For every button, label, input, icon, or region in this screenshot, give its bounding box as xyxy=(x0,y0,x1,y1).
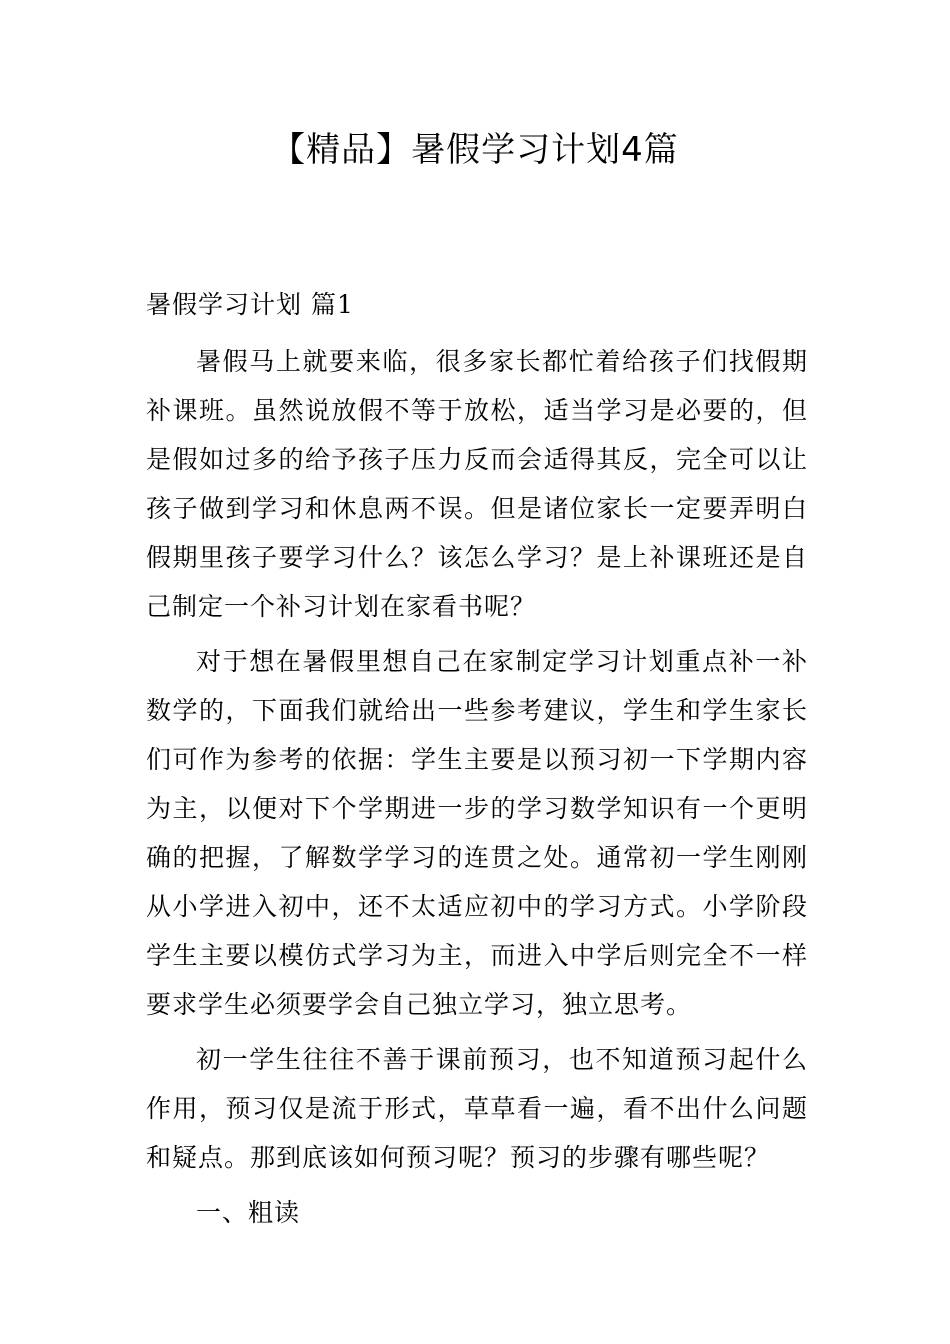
subheading: 一、粗读 xyxy=(196,1198,301,1227)
section-heading: 暑假学习计划 篇1 xyxy=(146,290,354,319)
document-title: 【精品】暑假学习计划4篇 xyxy=(271,130,679,170)
document-body xyxy=(146,280,808,1237)
paragraph-1: 暑假马上就要来临，很多家长都忙着给孩子们找假期补课班。虽然说放假不等于放松，适当学习是必要的，但是假如过多的给予孩子压力反而会适得其反，完全可以让孩子做到学习和休息两不误。但是诸位家长一定要弄明白假期里孩子要学习什么？该怎么学习？是上补课班还是自己制定一个补习计划在家看书呢？ xyxy=(146,347,808,621)
paragraph-2: 对于想在暑假里想自己在家制定学习计划重点补一补数学的，下面我们就给出一些参考建议，学生和学生家长们可作为参考的依据：学生主要是以预习初一下学期内容为主，以便对下个学期进一步的学习数学知识有一个更明确的把握，了解数学学习的连贯之处。通常初一学生刚刚从小学进入初中，还不太适应初中的学习方式。小学阶段学生主要以模仿式学习为主，而进入中学后则完全不一样要求学生必须要学会自己独立学习，独立思考。 xyxy=(146,647,808,1019)
paragraph-3: 初一学生往往不善于课前预习，也不知道预习起什么作用，预习仅是流于形式，草草看一遍，看不出什么问题和疑点。那到底该如何预习呢？预习的步骤有哪些呢？ xyxy=(146,1045,808,1172)
